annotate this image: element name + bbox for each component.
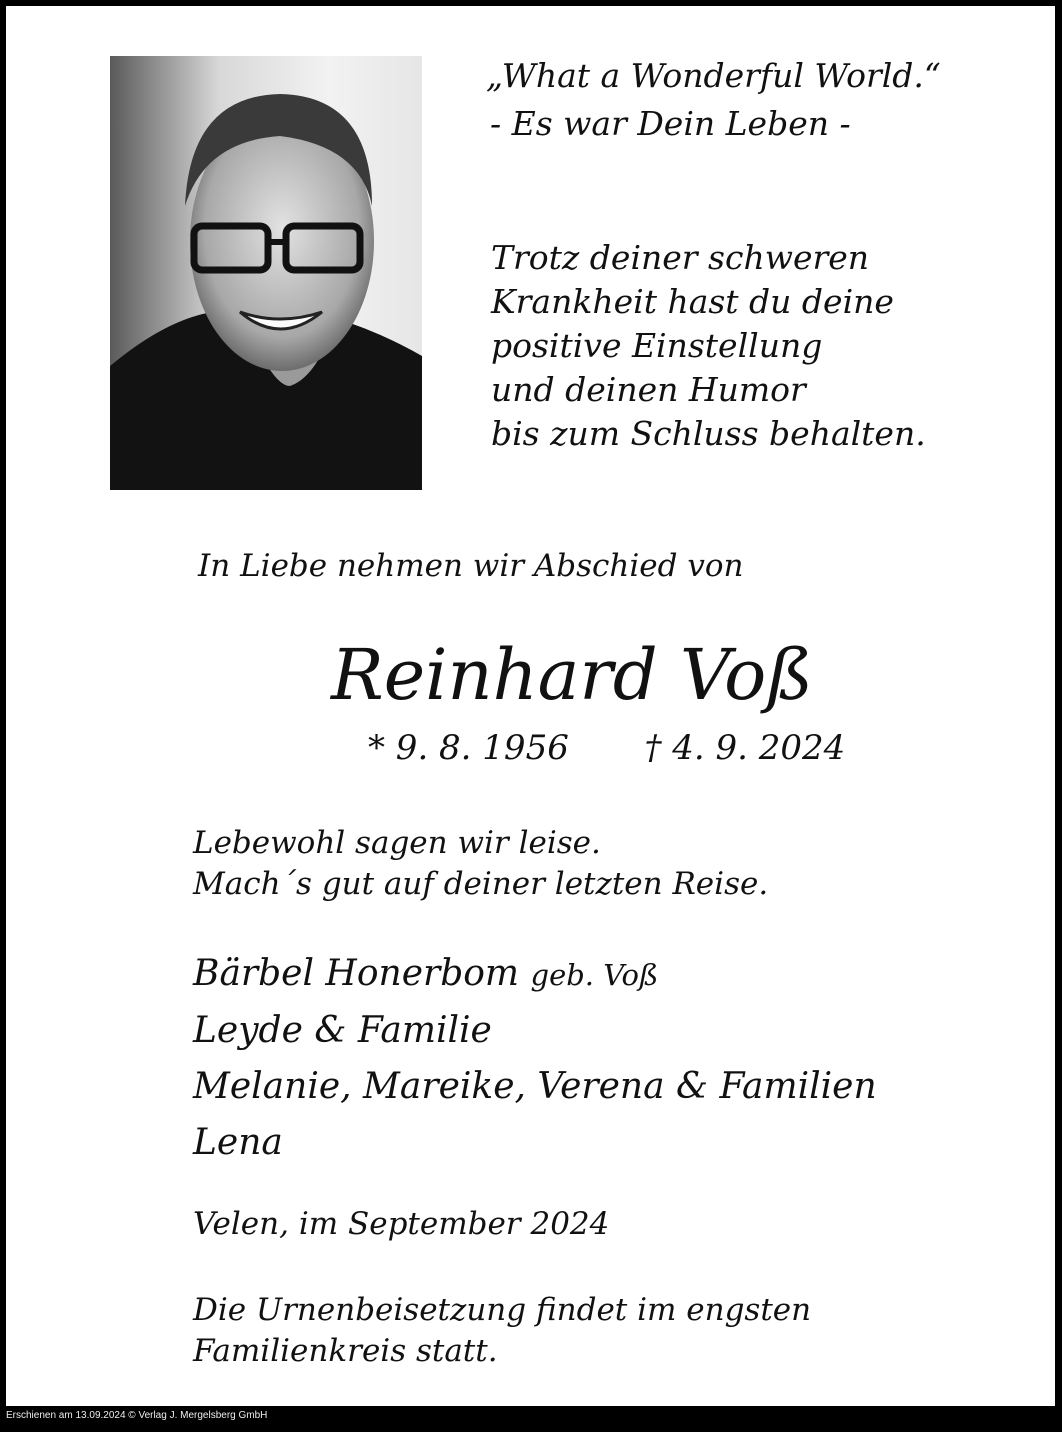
mourner-entry: Melanie, Mareike, Verena & Familien [193, 1066, 877, 1107]
quote-title: „What a Wonderful World.“ [486, 56, 941, 95]
farewell-verse [193, 823, 768, 905]
mourner-entry: Leyde & Familie [193, 1010, 492, 1051]
poem-line: positive Einstellung [491, 326, 823, 365]
portrait-photo [110, 56, 422, 490]
quote [486, 52, 941, 148]
burial-note [193, 1290, 811, 1372]
burial-line: Die Urnenbeisetzung findet im engsten [193, 1292, 812, 1328]
mourners-list [193, 946, 877, 1171]
maiden-name: geb. Voß [530, 958, 659, 992]
quote-subtitle: - Es war Dein Leben - [490, 104, 851, 143]
poem-line: Krankheit hast du deine [491, 282, 894, 321]
verse-line: Mach´s gut auf deiner letzten Reise. [193, 866, 769, 902]
poem-line: Trotz deiner schweren [491, 238, 870, 277]
mourner-name: Bärbel Honerbom [193, 953, 520, 994]
deceased-name: Reinhard Voß [331, 634, 813, 716]
birth-date: * 9. 8. 1956 [368, 728, 569, 768]
publication-footer: Erschienen am 13.09.2024 © Verlag J. Mergelsberg GmbH [6, 1410, 268, 1421]
poem [491, 236, 926, 456]
poem-line: bis zum Schluss behalten. [491, 414, 926, 453]
poem-line: und deinen Humor [491, 370, 806, 409]
obituary-card [6, 6, 1055, 1406]
farewell-intro: In Liebe nehmen wir Abschied von [198, 548, 744, 584]
burial-line: Familienkreis statt. [193, 1333, 498, 1369]
mourner-entry: Lena [193, 1122, 283, 1163]
mourner-entry [193, 946, 877, 1003]
place-and-date: Velen, im September 2024 [193, 1206, 610, 1242]
life-dates [368, 728, 845, 768]
death-date: † 4. 9. 2024 [644, 728, 846, 768]
verse-line: Lebewohl sagen wir leise. [193, 825, 601, 861]
